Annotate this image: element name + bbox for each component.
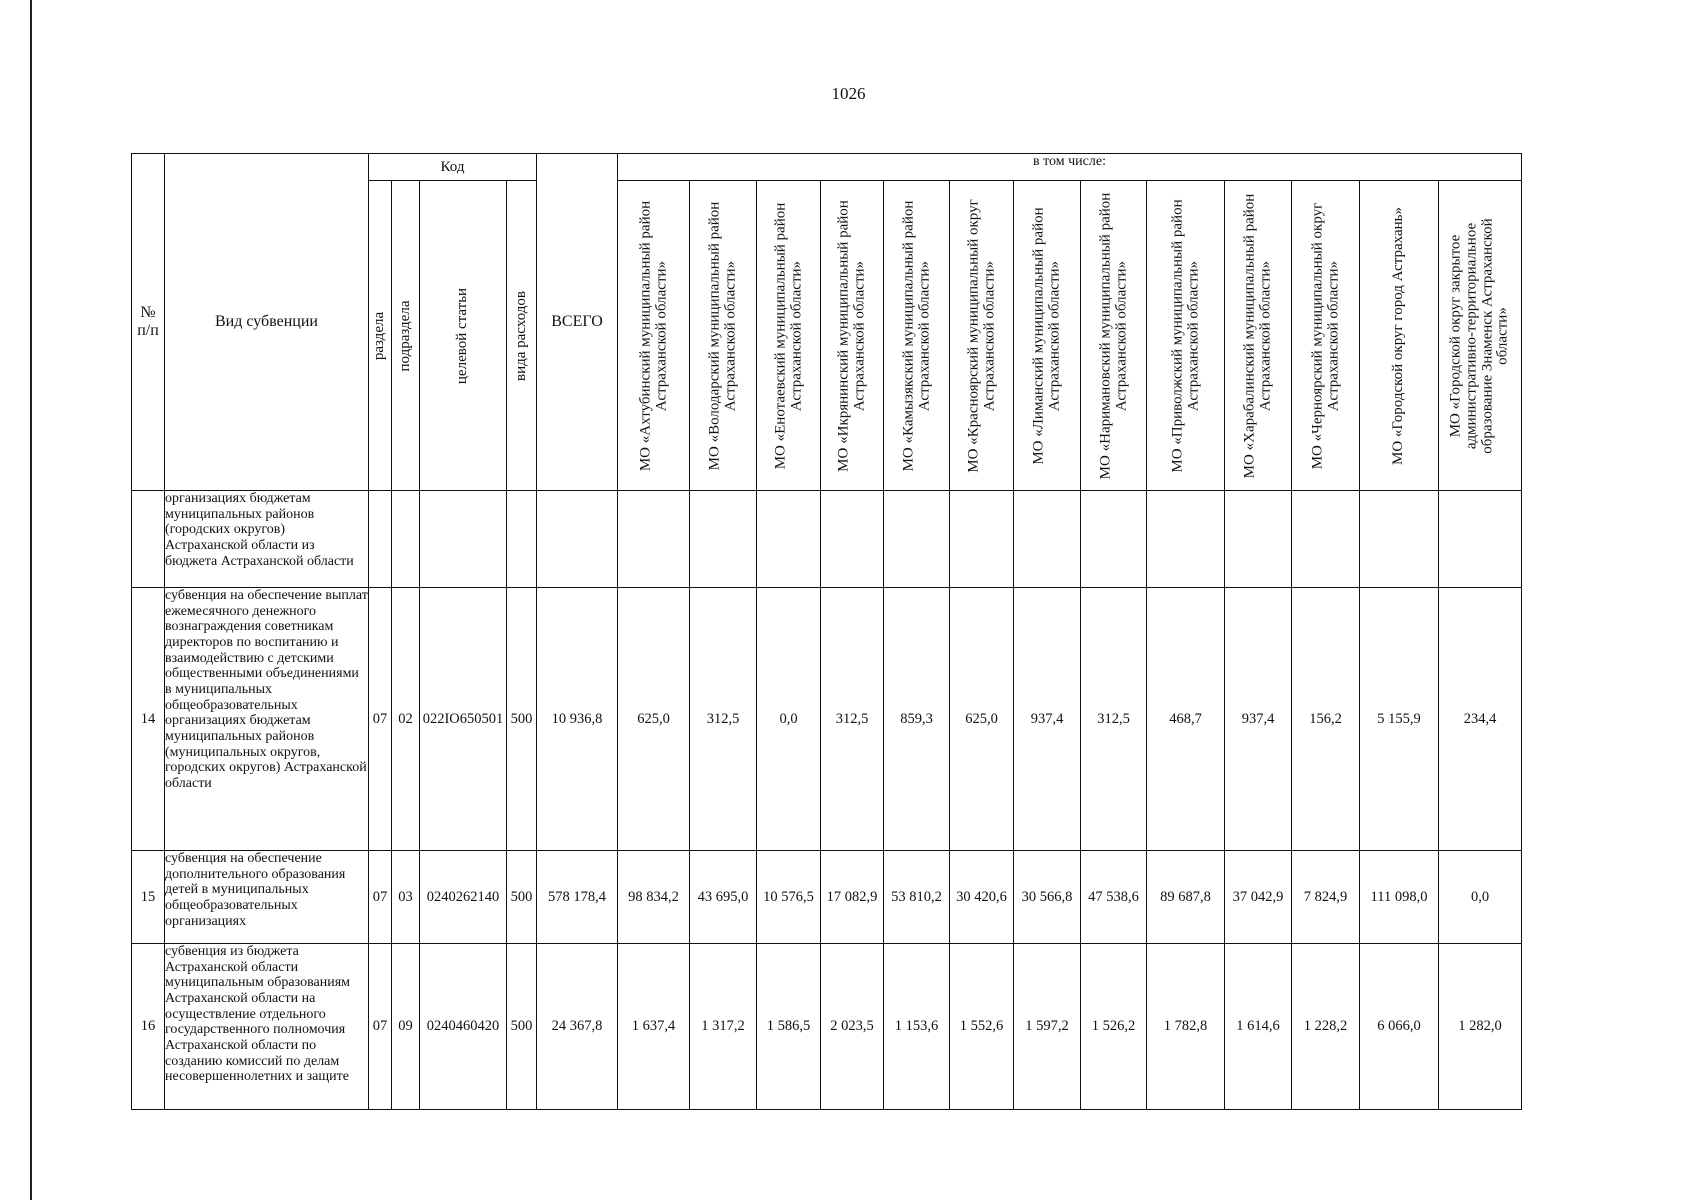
header-district xyxy=(618,181,690,491)
row-podrazdel: 02 xyxy=(392,588,420,851)
row-podrazdel: 09 xyxy=(392,944,420,1110)
table-body xyxy=(132,491,1522,1110)
row-district-value: 625,0 xyxy=(618,588,690,851)
header-code-col xyxy=(507,181,537,491)
cont-empty-cell xyxy=(884,491,950,588)
header-code-col-label: целевой статьи xyxy=(454,287,471,384)
row-district-value: 47 538,6 xyxy=(1081,851,1147,944)
header-district-label: МО «Черноярский муниципальный округ Астраханской области» xyxy=(1308,202,1341,469)
cont-empty-cell xyxy=(690,491,757,588)
continuation-row xyxy=(132,491,1522,588)
header-total: ВСЕГО xyxy=(537,154,618,491)
cont-empty-cell xyxy=(1292,491,1360,588)
row-num: 15 xyxy=(132,851,165,944)
header-district-label: МО «Наримановский муниципальный район Астраханской области» xyxy=(1096,192,1129,479)
cont-empty-cell xyxy=(392,491,420,588)
header-row-1 xyxy=(132,154,1522,181)
header-district-label: МО «Городской округ город Астрахань» xyxy=(1390,206,1407,465)
header-code-col xyxy=(392,181,420,491)
row-district-value: 234,4 xyxy=(1439,588,1522,851)
row-district-value: 0,0 xyxy=(1439,851,1522,944)
row-district-value: 30 420,6 xyxy=(950,851,1014,944)
row-description: субвенция на обеспечение выплат ежемесячного денежного вознаграждения советникам директоров по воспитанию и взаимодействию с детскими общественными объединениями в муниципальных общеобразовательных организациях бюджетам муниципальных районов (муниципальных округов, городских округов) Астраханской области xyxy=(165,588,369,851)
header-code-col-label: вида расходов xyxy=(512,290,529,381)
cont-num-cell xyxy=(132,491,165,588)
row-district-value: 89 687,8 xyxy=(1147,851,1225,944)
header-district xyxy=(1147,181,1225,491)
header-district xyxy=(1360,181,1439,491)
header-district xyxy=(950,181,1014,491)
row-target: 0240262140 xyxy=(420,851,507,944)
header-code-col-label: раздела xyxy=(371,311,388,360)
cont-empty-cell xyxy=(821,491,884,588)
row-district-value: 1 637,4 xyxy=(618,944,690,1110)
cont-description: организациях бюджетам муниципальных районов (городских округов) Астраханской области из бюджета Астраханской области xyxy=(165,491,369,588)
row-razdel: 07 xyxy=(369,588,392,851)
header-district-label: МО «Красноярский муниципальный округ Астраханской области» xyxy=(964,198,997,473)
row-district-value: 1 282,0 xyxy=(1439,944,1522,1110)
header-including: в том числе: xyxy=(618,154,1522,181)
cont-empty-cell xyxy=(1014,491,1081,588)
row-description: субвенция на обеспечение дополнительного образования детей в муниципальных общеобразовательных организациях xyxy=(165,851,369,944)
header-code-col xyxy=(420,181,507,491)
row-district-value: 625,0 xyxy=(950,588,1014,851)
row-district-value: 1 153,6 xyxy=(884,944,950,1110)
row-district-value: 1 614,6 xyxy=(1225,944,1292,1110)
cont-empty-cell xyxy=(1225,491,1292,588)
row-total: 578 178,4 xyxy=(537,851,618,944)
header-district-label: МО «Володарский муниципальный район Астраханской области» xyxy=(706,201,738,470)
row-district-value: 312,5 xyxy=(690,588,757,851)
cont-empty-cell xyxy=(1081,491,1147,588)
row-district-value: 53 810,2 xyxy=(884,851,950,944)
row-district-value: 312,5 xyxy=(1081,588,1147,851)
header-district-label: МО «Енотаевский муниципальный район Астраханской области» xyxy=(771,202,804,469)
row-district-value: 17 082,9 xyxy=(821,851,884,944)
cont-empty-cell xyxy=(420,491,507,588)
row-target: 0240460420 xyxy=(420,944,507,1110)
row-vid: 500 xyxy=(507,944,537,1110)
cont-empty-cell xyxy=(950,491,1014,588)
table-row xyxy=(132,851,1522,944)
row-vid: 500 xyxy=(507,851,537,944)
row-district-value: 1 228,2 xyxy=(1292,944,1360,1110)
cont-empty-cell xyxy=(537,491,618,588)
row-district-value: 468,7 xyxy=(1147,588,1225,851)
header-code-col xyxy=(369,181,392,491)
row-district-value: 43 695,0 xyxy=(690,851,757,944)
header-district xyxy=(1014,181,1081,491)
header-district-label: МО «Лиманский муниципальный район Астраханской области» xyxy=(1030,206,1062,465)
header-num: № п/п xyxy=(132,154,165,491)
header-district-label: МО «Городской округ закрытое административно-территориальное образование Знаменск Астраханской области» xyxy=(1447,217,1511,454)
header-district-label: МО «Камызякский муниципальный район Астраханской области» xyxy=(899,200,932,471)
cont-empty-cell xyxy=(369,491,392,588)
cont-empty-cell xyxy=(618,491,690,588)
row-vid: 500 xyxy=(507,588,537,851)
row-district-value: 1 782,8 xyxy=(1147,944,1225,1110)
row-razdel: 07 xyxy=(369,944,392,1110)
row-district-value: 6 066,0 xyxy=(1360,944,1439,1110)
row-total: 24 367,8 xyxy=(537,944,618,1110)
row-district-value: 312,5 xyxy=(821,588,884,851)
page-number: 1026 xyxy=(831,84,866,103)
header-district xyxy=(757,181,821,491)
header-district-label: МО «Ахтубинский муниципальный район Астраханской области» xyxy=(636,200,669,471)
cont-empty-cell xyxy=(1147,491,1225,588)
row-district-value: 98 834,2 xyxy=(618,851,690,944)
header-district xyxy=(821,181,884,491)
row-district-value: 1 597,2 xyxy=(1014,944,1081,1110)
row-district-value: 7 824,9 xyxy=(1292,851,1360,944)
header-district-label: МО «Икрянинский муниципальный район Астраханской области» xyxy=(835,199,867,472)
row-district-value: 1 552,6 xyxy=(950,944,1014,1110)
cont-empty-cell xyxy=(507,491,537,588)
header-district xyxy=(1081,181,1147,491)
subvention-table xyxy=(131,153,1522,1110)
row-num: 16 xyxy=(132,944,165,1110)
header-district xyxy=(1292,181,1360,491)
binding-line xyxy=(30,0,32,1200)
table-row xyxy=(132,944,1522,1110)
row-district-value: 30 566,8 xyxy=(1014,851,1081,944)
row-district-value: 111 098,0 xyxy=(1360,851,1439,944)
header-code: Код xyxy=(369,154,537,181)
row-district-value: 5 155,9 xyxy=(1360,588,1439,851)
row-district-value: 156,2 xyxy=(1292,588,1360,851)
row-district-value: 1 526,2 xyxy=(1081,944,1147,1110)
row-target: 022IO650501 xyxy=(420,588,507,851)
row-district-value: 859,3 xyxy=(884,588,950,851)
row-razdel: 07 xyxy=(369,851,392,944)
table-row xyxy=(132,588,1522,851)
row-district-value: 37 042,9 xyxy=(1225,851,1292,944)
row-description: субвенция из бюджета Астраханской области муниципальным образованиям Астраханской области на осуществление отдельного государственного полномочия Астраханской области по созданию комиссий по делам несовершеннолетних и защите xyxy=(165,944,369,1110)
row-district-value: 1 317,2 xyxy=(690,944,757,1110)
row-district-value: 937,4 xyxy=(1014,588,1081,851)
row-district-value: 2 023,5 xyxy=(821,944,884,1110)
row-podrazdel: 03 xyxy=(392,851,420,944)
row-total: 10 936,8 xyxy=(537,588,618,851)
header-district xyxy=(1225,181,1292,491)
header-code-col-label: подраздела xyxy=(396,300,413,371)
header-type: Вид субвенции xyxy=(165,154,369,491)
header-district xyxy=(1439,181,1522,491)
row-district-value: 0,0 xyxy=(757,588,821,851)
row-district-value: 1 586,5 xyxy=(757,944,821,1110)
cont-empty-cell xyxy=(1360,491,1439,588)
cont-empty-cell xyxy=(1439,491,1522,588)
header-district xyxy=(884,181,950,491)
row-num: 14 xyxy=(132,588,165,851)
cont-empty-cell xyxy=(757,491,821,588)
header-district-label: МО «Приволжский муниципальный район Астраханской области» xyxy=(1168,198,1201,473)
row-district-value: 10 576,5 xyxy=(757,851,821,944)
header-district-label: МО «Харабалинский муниципальный район Астраханской области» xyxy=(1241,193,1273,478)
row-district-value: 937,4 xyxy=(1225,588,1292,851)
header-district xyxy=(690,181,757,491)
